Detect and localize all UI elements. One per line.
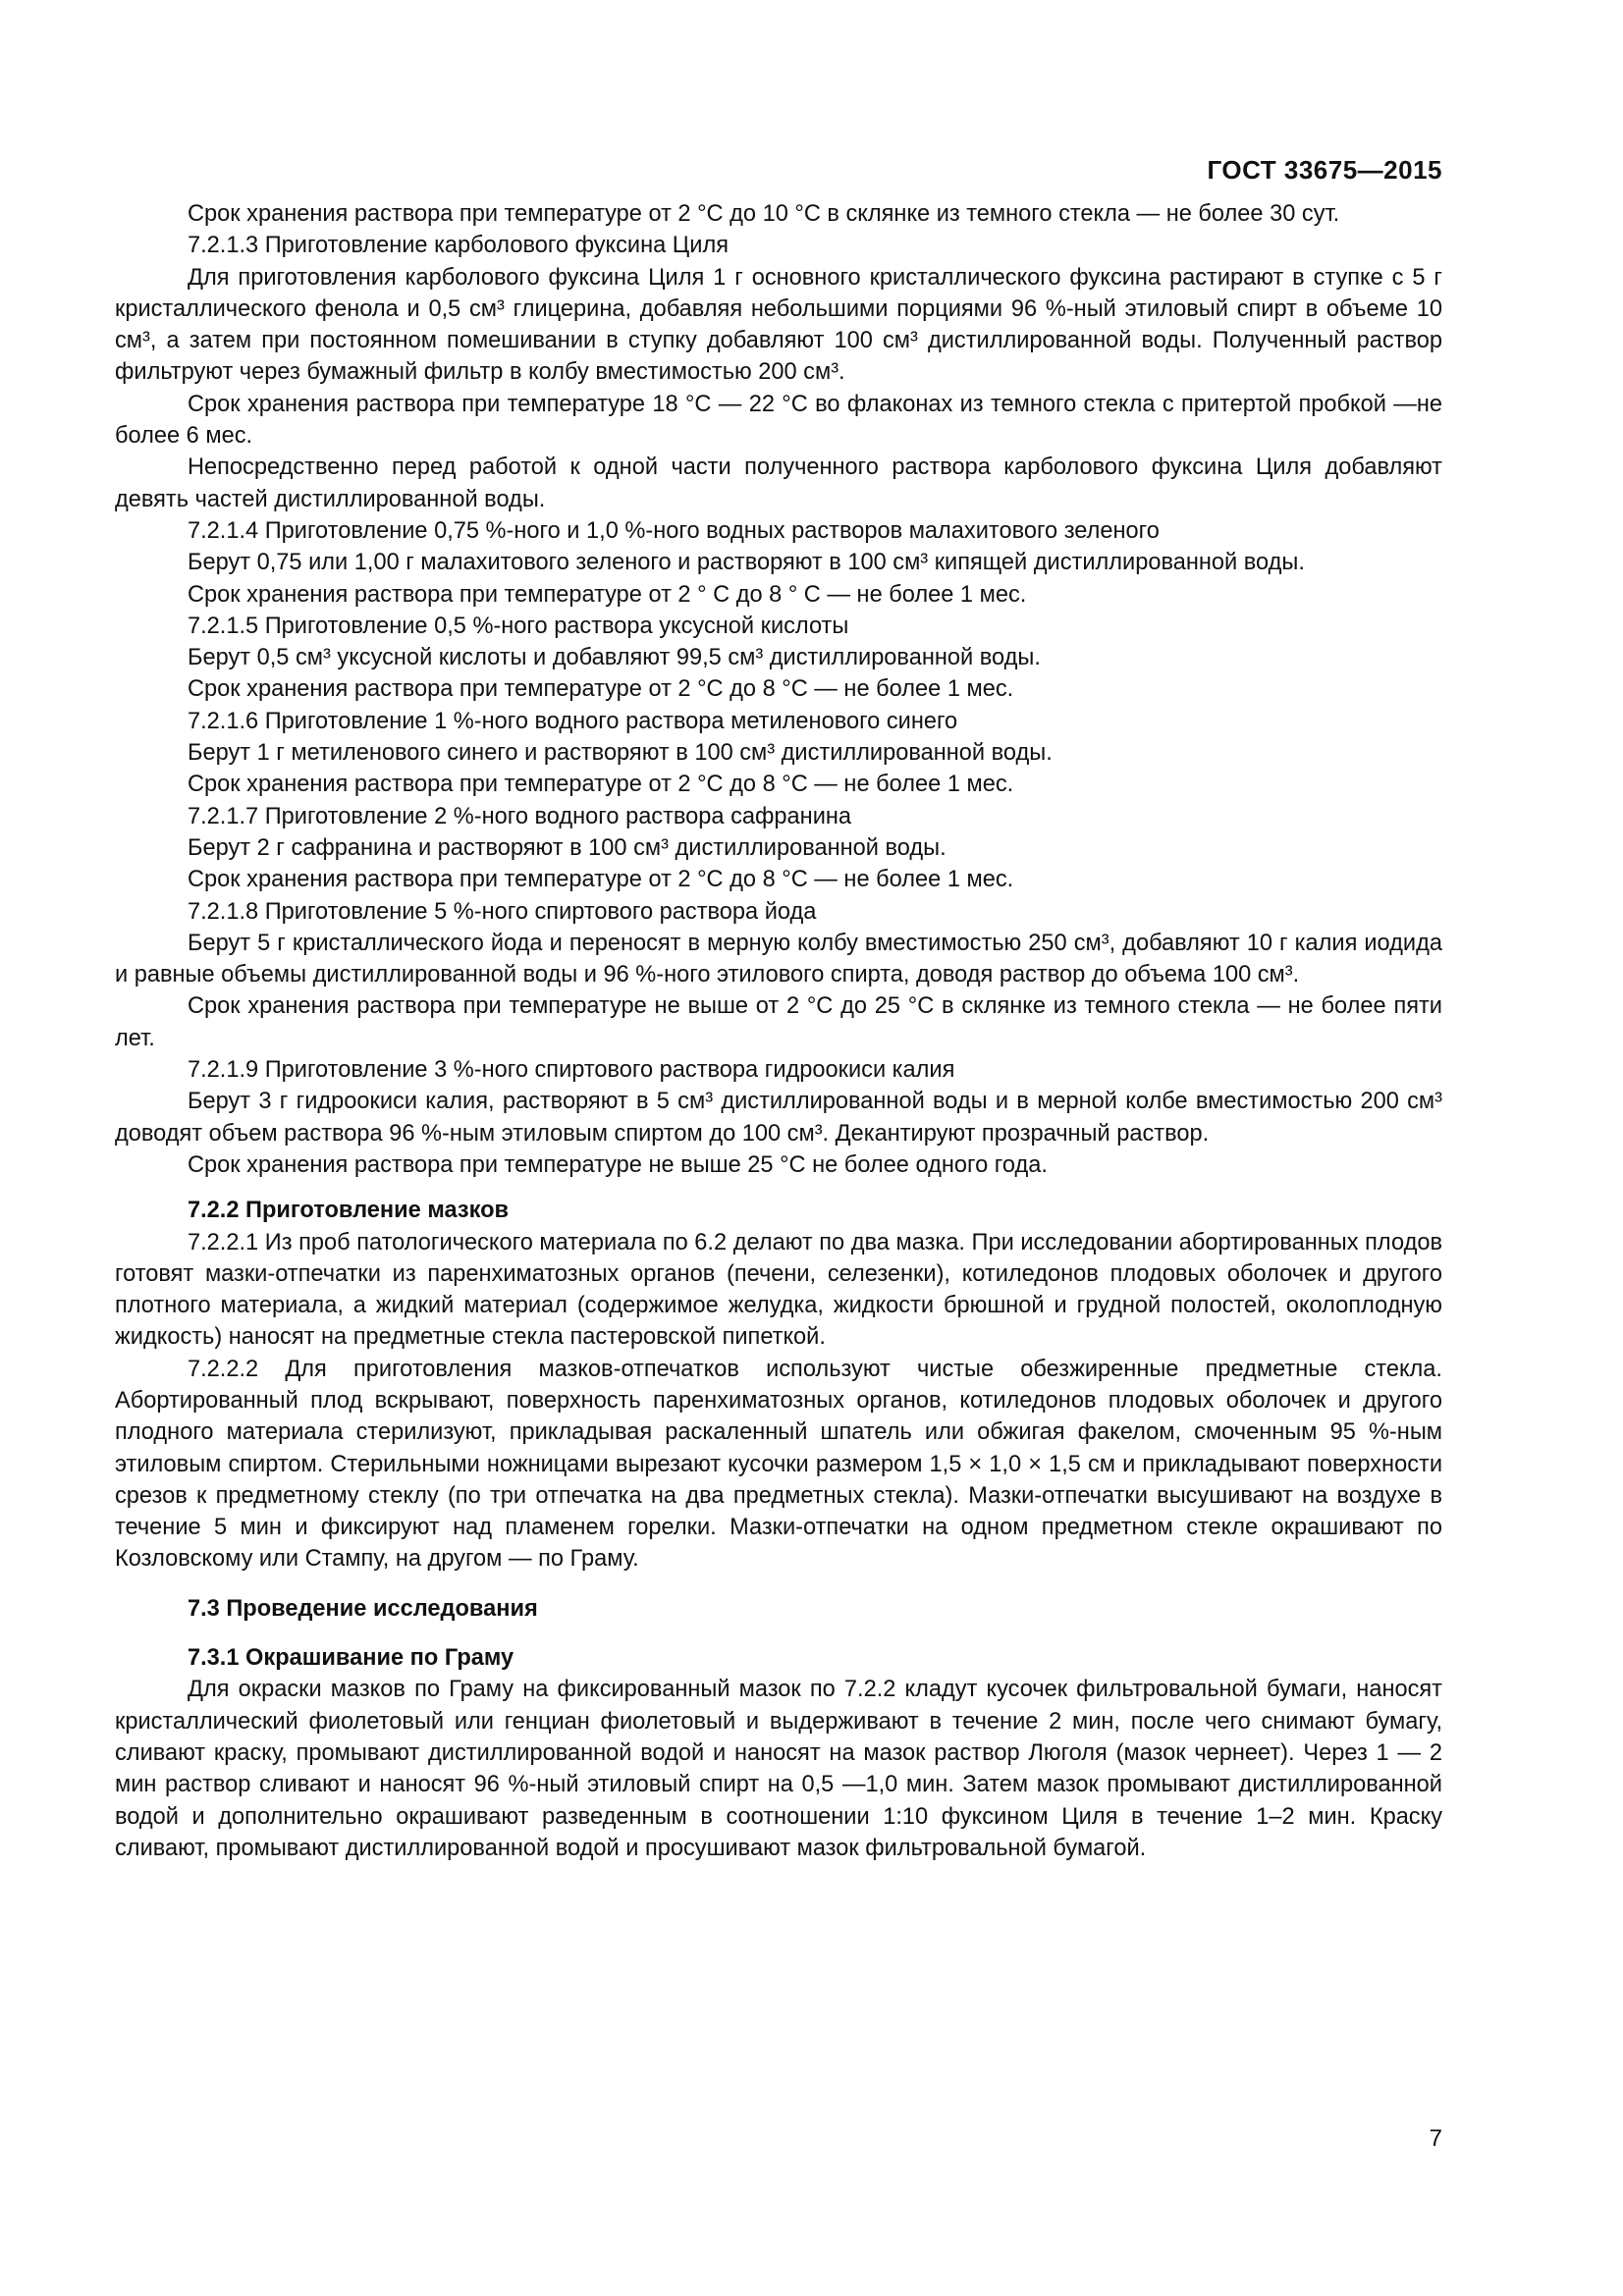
paragraph: Берут 2 г сафранина и растворяют в 100 см³ дистиллированной воды.: [188, 834, 947, 861]
page-number: 7: [1429, 2125, 1442, 2152]
paragraph: Для приготовления карболового фуксина Циля 1 г основного кристаллического фуксина растирают в ступке с 5 г кристаллического фенола и 0,5 см³ глицерина, добавляя небольшими порциями 96 %-ный этиловый спирт в объеме 10 см³, а затем при постоянном помешивании в ступку добавляют 100 см³ дистиллированной воды. Полученный раствор фильтруют через бумажный фильтр в колбу вместимостью 200 см³.: [115, 264, 1442, 386]
paragraph: Берут 5 г кристаллического йода и переносят в мерную колбу вместимостью 250 см³, добавляют 10 г калия иодида и равные объемы дистиллированной воды и 96 %-ного этилового спирта, доводя раствор до объема 100 см³.: [115, 930, 1442, 988]
document-header: ГОСТ 33675—2015: [1207, 155, 1442, 185]
subsection-title: 7.2.1.7 Приготовление 2 %-ного водного раствора сафранина: [188, 803, 852, 829]
paragraph: Срок хранения раствора при температуре от 2 °С до 8 °С — не более 1 мес.: [188, 867, 1014, 893]
spacer: [115, 1625, 1442, 1642]
paragraph: Срок хранения раствора при температуре не выше 25 °С не более одного года.: [188, 1151, 1048, 1178]
paragraph: Берут 1 г метиленового синего и растворяют в 100 см³ дистиллированной воды.: [188, 740, 1053, 767]
paragraph: Срок хранения раствора при температуре 18 °С — 22 °С во флаконах из темного стекла с притертой пробкой —не более 6 мес.: [115, 391, 1442, 450]
paragraph: 7.2.2.2 Для приготовления мазков-отпечатков используют чистые обезжиренные предметные стекла. Абортированный плод вскрывают, поверхность паренхиматозных органов, котиледонов плодовых оболочек и другого плодного материала стерилизуют, прикладывая раскаленный шпатель или обжигая факелом, смоченным 95 %-ным этиловым спиртом. Стерильными ножницами вырезают кусочки размером 1,5 × 1,0 × 1,5 см и прикладывают поверхности срезов к предметному стеклу (по три отпечатка на два предметных стекла). Мазки-отпечатки высушивают на воздухе в течение 5 мин и фиксируют над пламенем горелки. Мазки-отпечатки на одном предметном стекле окрашивают по Козловскому или Стампу, на другом — по Граму.: [115, 1356, 1442, 1573]
subsection-title: 7.2.1.8 Приготовление 5 %-ного спиртового раствора йода: [188, 898, 817, 925]
paragraph: Для окраски мазков по Граму на фиксированный мазок по 7.2.2 кладут кусочек фильтровальной бумаги, наносят кристаллический фиолетовый или генциан фиолетовый и выдерживают в течение 2 мин, после чего снимают бумагу, сливают краску, промывают дистиллированной водой и наносят на мазок раствор Люголя (мазок чернеет). Через 1 — 2 мин раствор сливают и наносят 96 %-ный этиловый спирт на 0,5 —1,0 мин. Затем мазок промывают дистиллированной водой и дополнительно окрашивают разведенным в соотношении 1:10 фуксином Циля в течение 1–2 мин. Краску сливают, промывают дистиллированной водой и просушивают мазок фильтровальной бумагой.: [115, 1677, 1442, 1861]
paragraph: Срок хранения раствора при температуре от 2 ° С до 8 ° С — не более 1 мес.: [188, 581, 1027, 608]
paragraph: Берут 0,75 или 1,00 г малахитового зеленого и растворяют в 100 см³ кипящей дистиллированной воды.: [188, 550, 1305, 576]
paragraph: Непосредственно перед работой к одной части полученного раствора карболового фуксина Циля добавляют девять частей дистиллированной воды.: [115, 454, 1442, 512]
paragraph: 7.2.2.1 Из проб патологического материала по 6.2 делают по два мазка. При исследовании абортированных плодов готовят мазки-отпечатки из паренхиматозных органов (печени, селезенки), котиледонов плодовых оболочек и другого плотного материала, а жидкий материал (содержимое желудка, жидкости брюшной и грудной полостей, околоплодную жидкость) наносят на предметные стекла пастеровской пипеткой.: [115, 1229, 1442, 1351]
section-heading: 7.3.1 Окрашивание по Граму: [188, 1645, 514, 1672]
subsection-title: 7.2.1.5 Приготовление 0,5 %-ного раствора уксусной кислоты: [188, 613, 849, 639]
spacer: [115, 1575, 1442, 1593]
spacer: [115, 1181, 1442, 1195]
paragraph: Срок хранения раствора при температуре от 2 °С до 8 °С — не более 1 мес.: [188, 676, 1014, 703]
paragraph: Срок хранения раствора при температуре от 2 °С до 8 °С — не более 1 мес.: [188, 772, 1014, 798]
paragraph: Берут 0,5 см³ уксусной кислоты и добавляют 99,5 см³ дистиллированной воды.: [188, 645, 1041, 671]
subsection-title: 7.2.1.4 Приготовление 0,75 %-ного и 1,0 %-ного водных растворов малахитового зеленого: [188, 517, 1160, 544]
paragraph: Берут 3 г гидроокиси калия, растворяют в 5 см³ дистиллированной воды и в мерной колбе вместимостью 200 см³ доводят объем раствора 96 %-ным этиловым спиртом до 100 см³. Декантируют прозрачный раствор.: [115, 1089, 1442, 1147]
subsection-title: 7.2.1.9 Приготовление 3 %-ного спиртового раствора гидроокиси калия: [188, 1057, 955, 1084]
section-heading: 7.2.2 Приготовление мазков: [188, 1198, 510, 1224]
document-body: [115, 198, 1442, 1864]
section-heading: 7.3 Проведение исследования: [188, 1595, 538, 1622]
subsection-title: 7.2.1.6 Приготовление 1 %-ного водного раствора метиленового синего: [188, 708, 958, 734]
paragraph: Срок хранения раствора при температуре не выше от 2 °С до 25 °С в склянке из темного стекла — не более пяти лет.: [115, 993, 1442, 1051]
paragraph: Срок хранения раствора при температуре от 2 °С до 10 °С в склянке из темного стекла — не более 30 сут.: [188, 201, 1340, 227]
subsection-title: 7.2.1.3 Приготовление карболового фуксина Циля: [188, 233, 729, 259]
